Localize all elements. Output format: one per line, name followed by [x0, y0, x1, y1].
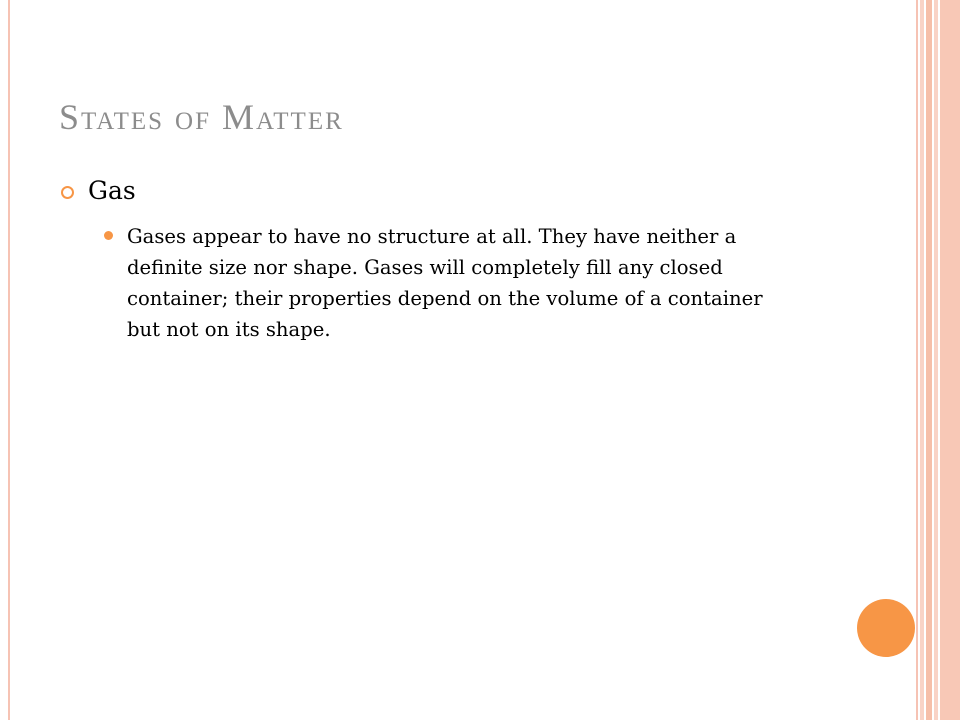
bullet-label: Gas: [88, 176, 136, 205]
decorative-stripe: [920, 0, 924, 720]
ring-bullet-icon: [61, 186, 74, 199]
sub-bullet-item: [104, 221, 794, 345]
decorative-stripe: [934, 0, 938, 720]
dot-bullet-icon: [104, 231, 113, 240]
sub-bullet-text: Gases appear to have no structure at all. They have neither a definite size nor shape. Gases will completely fill any closed container; their properties depend on the volume of a container but not on its shape.: [127, 225, 763, 341]
bullet-item-gas: [58, 176, 136, 205]
slide-title: States of Matter: [59, 97, 344, 137]
decorative-stripe: [926, 0, 932, 720]
accent-circle-decoration: [857, 599, 915, 657]
decorative-stripe: [940, 0, 960, 720]
